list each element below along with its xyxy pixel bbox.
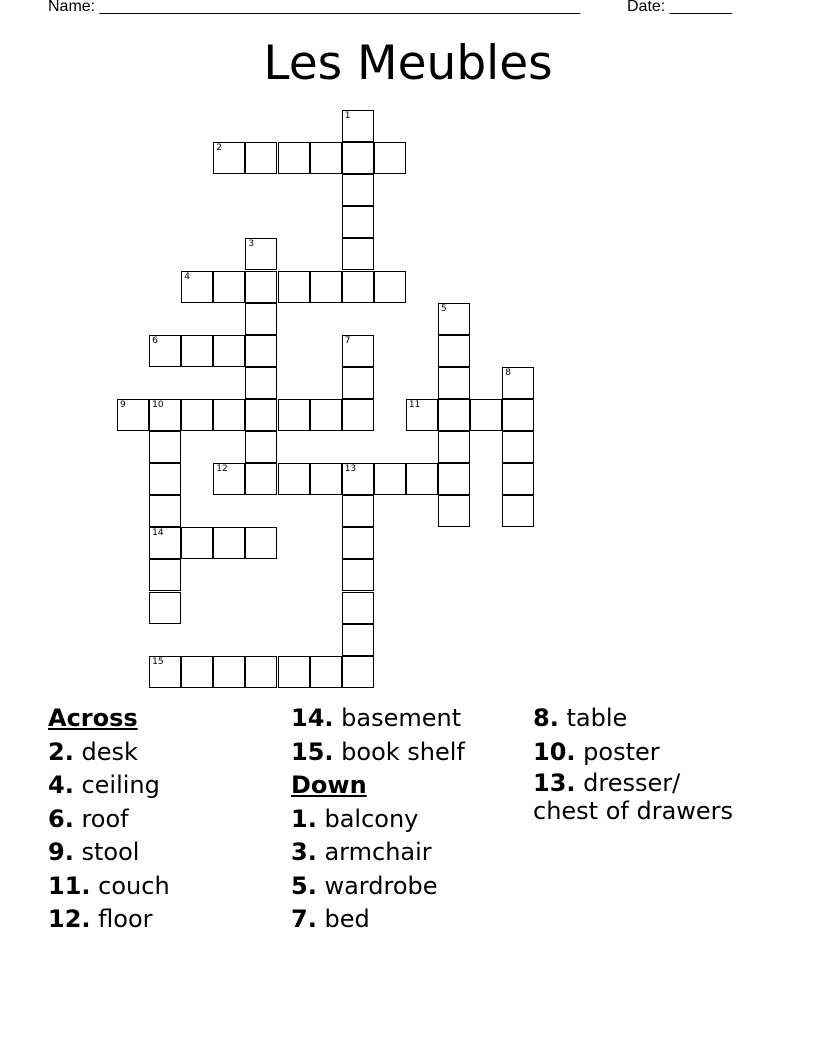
clue-across-15 xyxy=(291,736,465,770)
clue-down-1 xyxy=(291,803,465,837)
grid-cell xyxy=(342,624,374,656)
grid-cell xyxy=(342,463,374,495)
grid-cell xyxy=(245,335,277,367)
clue-number: 6. xyxy=(48,804,74,833)
cell-number: 4 xyxy=(184,271,190,282)
grid-cell xyxy=(278,463,310,495)
grid-cell xyxy=(342,399,374,431)
grid-cell xyxy=(502,367,534,399)
clue-text: poster xyxy=(583,737,660,766)
grid-cell xyxy=(245,142,277,174)
clue-across-14 xyxy=(291,702,465,736)
cell-number: 3 xyxy=(248,239,255,250)
clue-number: 15. xyxy=(291,737,334,766)
grid-cell xyxy=(149,335,181,367)
grid-cell xyxy=(278,271,310,303)
grid-cell xyxy=(278,399,310,431)
clue-number: 1. xyxy=(291,804,317,833)
clue-down-10 xyxy=(533,736,733,770)
grid-cell xyxy=(213,271,245,303)
clue-down-5 xyxy=(291,870,465,904)
clue-down-7 xyxy=(291,903,465,937)
date-field-label: Date: _______ xyxy=(627,0,732,15)
grid-cell xyxy=(438,335,470,367)
grid-cell xyxy=(149,399,181,431)
cell-number: 5 xyxy=(441,303,447,314)
clue-text: floor xyxy=(98,905,153,933)
grid-cell xyxy=(342,206,374,238)
grid-cell xyxy=(245,303,277,335)
grid-cell xyxy=(278,142,310,174)
grid-cell xyxy=(502,399,534,431)
grid-cell xyxy=(149,527,181,559)
clue-across-12 xyxy=(48,903,170,937)
grid-cell xyxy=(342,271,374,303)
grid-cell xyxy=(438,399,470,431)
clue-number: 5. xyxy=(291,871,317,900)
grid-cell xyxy=(181,271,213,303)
clue-text: book shelf xyxy=(341,737,465,766)
clue-text: desk xyxy=(81,737,138,766)
cell-number: 9 xyxy=(120,399,126,410)
grid-cell xyxy=(406,399,438,431)
grid-cell xyxy=(245,656,277,688)
grid-cell xyxy=(310,656,342,688)
cell-number: 12 xyxy=(216,464,228,475)
clue-text: wardrobe xyxy=(324,871,438,900)
cell-number: 10 xyxy=(152,399,164,410)
grid-cell xyxy=(374,142,406,174)
clue-text: table xyxy=(566,704,628,732)
clue-text: ceiling xyxy=(81,771,160,799)
grid-cell xyxy=(374,271,406,303)
name-field-label: Name: ______________________________________________________ xyxy=(48,0,581,15)
clue-across-9 xyxy=(48,836,170,870)
grid-cell xyxy=(149,431,181,463)
clue-text: dresser/ xyxy=(583,769,681,797)
clue-down-3 xyxy=(291,836,465,870)
grid-cell xyxy=(342,238,374,270)
grid-cell xyxy=(245,367,277,399)
grid-cell xyxy=(213,527,245,559)
grid-cell xyxy=(342,559,374,591)
grid-cell xyxy=(149,592,181,624)
grid-cell xyxy=(117,399,149,431)
clue-column-1 xyxy=(48,702,170,937)
clue-number: 3. xyxy=(291,838,317,866)
grid-cell xyxy=(213,335,245,367)
clue-text: roof xyxy=(81,804,129,833)
clue-across-11 xyxy=(48,870,170,904)
grid-cell xyxy=(406,463,438,495)
grid-cell xyxy=(342,142,374,174)
grid-cell xyxy=(438,495,470,527)
clue-text: bed xyxy=(324,905,370,933)
grid-cell xyxy=(438,463,470,495)
clue-text: basement xyxy=(341,704,462,732)
down-heading: Down xyxy=(291,771,367,799)
grid-cell xyxy=(342,527,374,559)
grid-cell xyxy=(342,110,374,142)
grid-cell xyxy=(149,495,181,527)
grid-cell xyxy=(502,431,534,463)
cell-number: 13 xyxy=(344,464,357,475)
grid-cell xyxy=(342,335,374,367)
clue-number: 2. xyxy=(48,737,74,766)
grid-cell xyxy=(181,335,213,367)
grid-cell xyxy=(245,431,277,463)
grid-cell xyxy=(342,656,374,688)
clue-number: 14. xyxy=(291,704,334,732)
cell-number: 11 xyxy=(408,399,421,410)
clue-across-4 xyxy=(48,769,170,803)
grid-cell xyxy=(342,174,374,206)
clue-number: 9. xyxy=(48,838,74,866)
grid-cell xyxy=(149,656,181,688)
grid-cell xyxy=(245,238,277,270)
clue-down-13-continued: chest of drawers xyxy=(533,797,734,825)
grid-cell xyxy=(342,495,374,527)
clue-text: stool xyxy=(81,838,140,866)
clue-number: 13. xyxy=(533,769,576,797)
grid-cell xyxy=(245,271,277,303)
clue-down-8 xyxy=(533,702,733,736)
grid-cell xyxy=(310,142,342,174)
cell-number: 14 xyxy=(152,528,164,539)
cell-number: 1 xyxy=(344,111,351,121)
clue-column-3 xyxy=(533,702,733,825)
grid-cell xyxy=(310,399,342,431)
cell-number: 8 xyxy=(505,367,511,378)
grid-cell xyxy=(213,399,245,431)
grid-cell xyxy=(213,142,245,174)
grid-cell xyxy=(213,463,245,495)
grid-cell xyxy=(374,463,406,495)
grid-cell xyxy=(245,399,277,431)
cell-number: 6 xyxy=(152,335,158,346)
grid-cell xyxy=(310,463,342,495)
grid-cell xyxy=(502,463,534,495)
clue-column-2 xyxy=(291,702,465,937)
grid-cell xyxy=(149,463,181,495)
grid-cell xyxy=(245,463,277,495)
grid-cell xyxy=(181,527,213,559)
grid-cell xyxy=(181,656,213,688)
grid-cell xyxy=(502,495,534,527)
clue-number: 4. xyxy=(48,771,74,799)
across-heading: Across xyxy=(48,704,138,732)
grid-cell xyxy=(342,592,374,624)
clue-number: 10. xyxy=(533,737,576,766)
cell-number: 2 xyxy=(216,143,223,154)
grid-cell xyxy=(342,367,374,399)
cell-number: 7 xyxy=(344,335,351,346)
grid-cell xyxy=(181,399,213,431)
clue-number: 11. xyxy=(48,871,91,900)
clue-number: 12. xyxy=(48,905,91,933)
grid-cell xyxy=(470,399,502,431)
clue-number: 7. xyxy=(291,905,317,933)
grid-cell xyxy=(278,656,310,688)
clue-text: couch xyxy=(98,871,170,900)
clue-across-2 xyxy=(48,736,170,770)
grid-cell xyxy=(438,303,470,335)
clue-text: armchair xyxy=(324,838,432,866)
clue-down-13 xyxy=(533,769,733,797)
page-title: Les Meubles xyxy=(263,36,553,91)
grid-cell xyxy=(245,527,277,559)
grid-cell xyxy=(310,271,342,303)
grid-cell xyxy=(213,656,245,688)
cell-number: 15 xyxy=(152,656,164,667)
grid-cell xyxy=(438,431,470,463)
grid-cell xyxy=(149,559,181,591)
clue-across-6 xyxy=(48,803,170,837)
grid-cell xyxy=(438,367,470,399)
clue-number: 8. xyxy=(533,704,559,732)
clue-text: balcony xyxy=(324,804,419,833)
